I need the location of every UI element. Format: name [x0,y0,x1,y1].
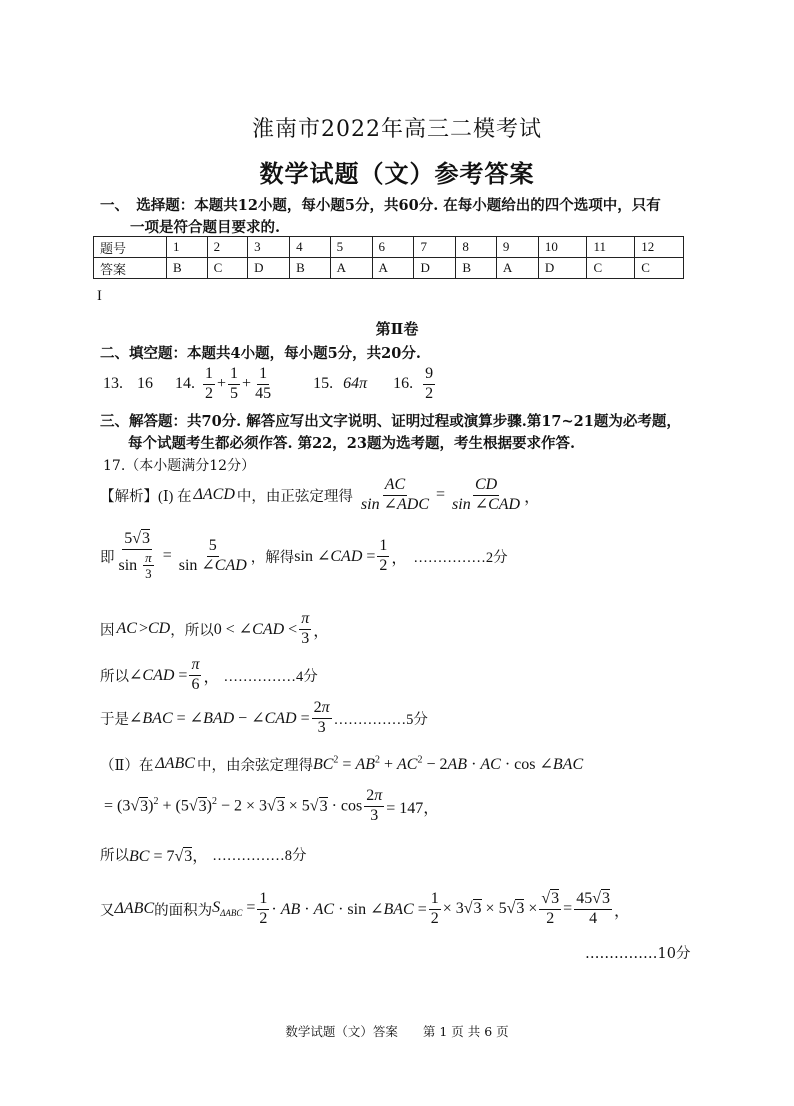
answer-cell: D [538,258,587,279]
question-number-cell: 11 [587,237,635,258]
score-marker-10: ……………10分 [585,946,691,962]
part2-title: 第Ⅱ卷 [375,320,419,338]
solution-line-1: 【解析】(Ⅰ) 在 ΔACD 中，由正弦定理得 $\frac{AC}{\text{sin ∠ADC}}$ = $\frac{CD}{\text{sin ∠CAD}}$ ， [100,475,541,513]
line3-prefix: 因 [100,622,115,639]
fill-in-answers [103,364,437,404]
line3-mid: ，所以 [170,622,214,639]
line2-text: ，解得 [250,549,295,566]
score-marker: ……………2分 [413,549,508,566]
exam-title: 淮南市2022年高三二模考试 [252,117,542,142]
answer-cell: C [587,258,635,279]
score-marker: ……………4分 [223,668,318,685]
q17-heading: 17.（本小题满分12分） [103,458,256,474]
question-number-cell: 8 [456,237,497,258]
answer-cell: D [414,258,456,279]
q13-answer: 16 [137,375,153,392]
solution-line-3: 因 AC > CD ，所以 0 < ∠CAD < $\frac{\pi}{3}$ ， [100,609,330,647]
question-number-cell: 1 [167,237,208,258]
answer-cell: A [330,258,372,279]
stray-mark: I [97,288,102,304]
part1-label: 【解析】(Ⅰ) 在 [100,488,192,505]
answer-cell: B [290,258,331,279]
answer-cell: D [248,258,290,279]
question-number-cell: 5 [330,237,372,258]
solution-line-8: 所以 BC = 7√3， ……………8分 [100,842,307,866]
solution-line-2: 即 5√3 sin $\frac{\pi}{3}$ = $\frac{5}{\text{sin ∠CAD}}$ ，解得 sin ∠CAD = $\frac{1}{2}$ ， ……………2分 [100,529,508,582]
solution-line-4: 所以 ∠CAD = $\frac{\pi}{6}$ ， ……………4分 [100,655,318,693]
page-footer: 数学试题（文）答案 第 1 页 共 6 页 [285,1024,509,1039]
table-header-cell: 题号 [94,237,167,258]
section1-heading-cont: 一项是符合题目要求的. [130,219,281,236]
section3-heading: 三、解答题：共70分. 解答应写出文字说明、证明过程或演算步骤.第17~21题为必考题， [100,413,681,430]
q16-answer: $\frac{9}{2}$ [425,364,434,402]
table-row [94,258,684,279]
q14-number: 14. [175,375,195,392]
q15-answer: 64π [343,375,368,392]
section2-heading: 二、填空题：本题共4小题，每小题5分，共20分. [100,345,421,362]
line8-prefix: 所以 [100,847,129,864]
question-number-cell: 12 [635,237,684,258]
solution-line-7: = $(3√3)^2 + (5√3)^2 - 2 \times 3√3 \times 5√3 \cdot \cos$ $\frac{2\pi}{3}$ = 147， [104,786,440,824]
score-marker: ……………5分 [333,711,428,728]
line9-prefix: 又 [100,902,115,919]
answer-cell: B [456,258,497,279]
question-number-cell: 7 [414,237,456,258]
table-row [94,237,684,258]
q13-number: 13. [103,375,123,392]
solution-line-6: （Ⅱ）在 ΔABC 中，由余弦定理得 $BC^2 = AB^2 + AC^2 - 2AB$ · AC · cos ∠BAC [100,754,584,774]
answer-cell: A [496,258,538,279]
answer-cell: C [207,258,248,279]
question-number-cell: 2 [207,237,248,258]
line5-prefix: 于是 [100,711,129,728]
answer-key-title: 数学试题（文）参考答案 [259,159,535,188]
cosine-rule-text: 中，由余弦定理得 [196,757,313,774]
question-number-cell: 10 [538,237,587,258]
question-number-cell: 9 [496,237,538,258]
answer-cell: C [635,258,684,279]
answer-cell: B [167,258,208,279]
solution-line-5: 于是 ∠BAC = ∠BAD − ∠CAD = $\frac{2\pi}{3}$ ……………5分 [100,698,428,736]
sine-rule-text: 中，由正弦定理得 [236,488,353,505]
question-number-cell: 4 [290,237,331,258]
q16-number: 16. [393,375,414,392]
table-header-cell: 答案 [94,258,167,279]
question-number-cell: 6 [372,237,414,258]
q14-answer: $\frac{1}{2}$ + $\frac{1}{5}$ + $\frac{1}{45}$ [205,364,272,402]
question-number-cell: 3 [248,237,290,258]
area-text: 的面积为 [154,902,213,919]
line4-prefix: 所以 [100,668,129,685]
section1-heading: 一、 选择题：本题共12小题，每小题5分，共60分. 在每小题给出的四个选项中，只有 [100,197,661,214]
section3-heading-cont: 每个试题考生都必须作答. 第22，23题为选考题，考生根据要求作答. [128,435,575,452]
answer-table [93,236,684,279]
part2-label: （Ⅱ）在 [100,757,154,774]
q15-number: 15. [313,375,334,392]
line2-prefix: 即 [100,549,115,566]
answer-cell: A [372,258,414,279]
solution-line-9: 又 ΔABC 的面积为 $S_{\Delta ABC}$ = $\frac{1}{2}$ · AB · AC · sin ∠BAC = $\frac{1}{2}$ × 3√3 × 5√3 × $\frac{√3}{2}$ = $\frac{45√3}{4}$ ， [100,889,630,927]
score-marker: ……………8分 [212,847,307,864]
